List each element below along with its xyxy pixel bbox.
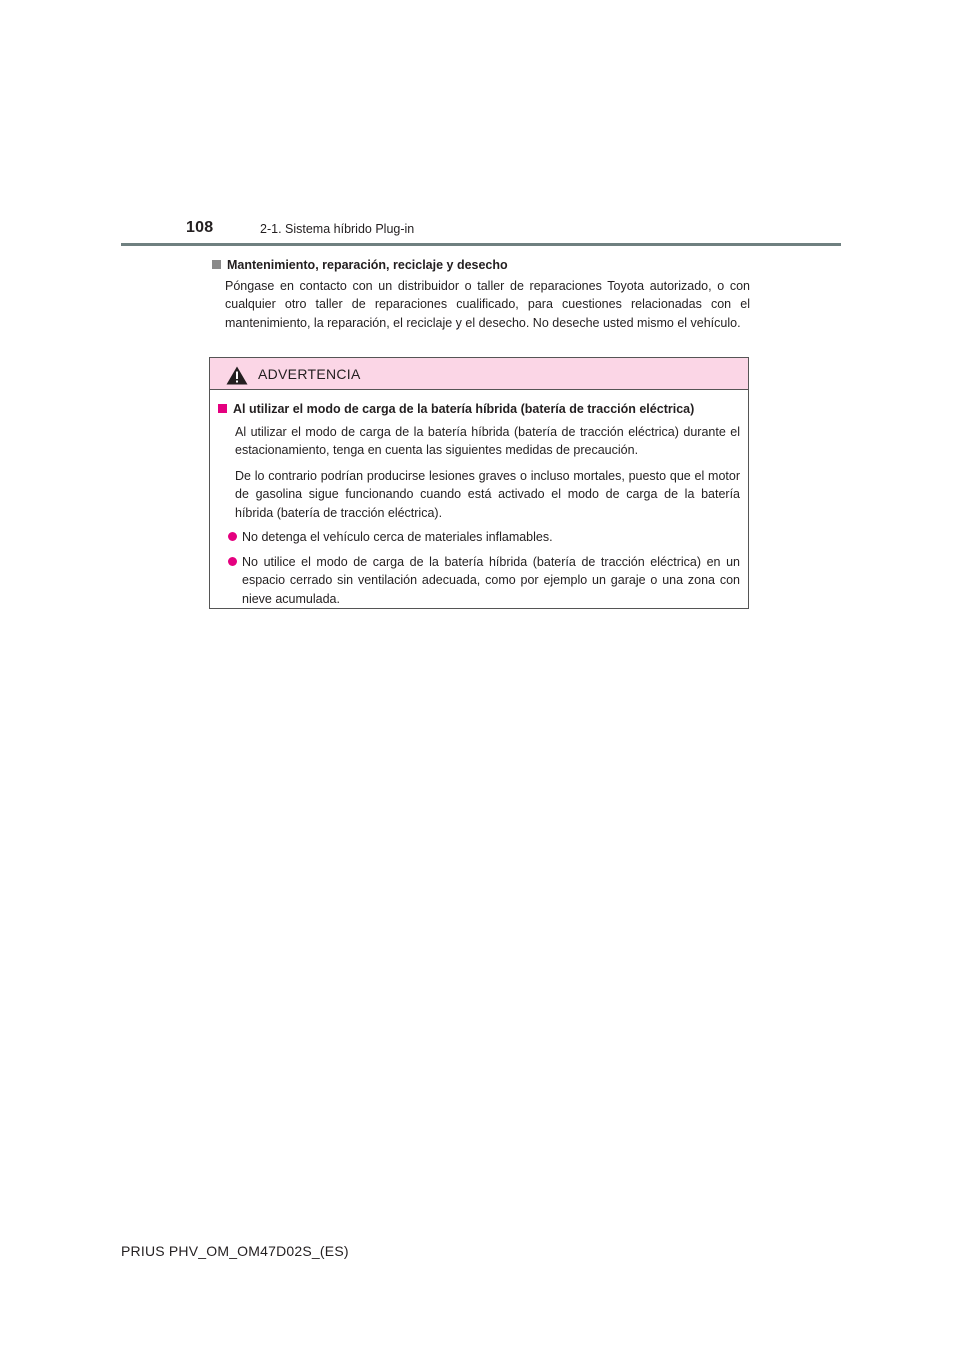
warning-header (210, 358, 748, 390)
warning-triangle-icon (226, 366, 248, 385)
list-item (224, 528, 740, 547)
bullet-text: No detenga el vehículo cerca de materiales inflamables. (242, 530, 553, 544)
section-title: 2-1. Sistema híbrido Plug-in (260, 222, 415, 236)
square-bullet-icon (212, 260, 221, 269)
page-number: 108 (186, 219, 214, 236)
warning-subheading-row (216, 400, 740, 419)
warning-paragraph-2: De lo contrario podrían producirse lesiones graves o incluso mortales, puesto que el motor de gasolina sigue funcionando cuando está activado el modo de carga de la batería híbrida (batería de tracción eléctrica). (235, 468, 740, 520)
subheading-row (210, 256, 750, 275)
body-section (210, 256, 750, 332)
round-bullet-icon (228, 532, 237, 541)
warning-body (210, 390, 748, 608)
round-bullet-icon (228, 557, 237, 566)
warning-title: ADVERTENCIA (258, 365, 361, 382)
body-paragraph: Póngase en contacto con un distribuidor o taller de reparaciones Toyota autorizado, o con cualquier otro taller de reparaciones cualificado, para cuestiones relacionadas con el mantenimiento, la reparación, el reciclaje y el desecho. No deseche usted mismo el vehículo. (225, 278, 750, 330)
list-item (224, 553, 740, 609)
square-bullet-icon (218, 404, 227, 413)
subheading: Mantenimiento, reparación, reciclaje y desecho (227, 258, 508, 272)
document-code: PRIUS PHV_OM_OM47D02S_(ES) (121, 1243, 349, 1259)
bullet-text: No utilice el modo de carga de la batería híbrida (batería de tracción eléctrica) en un espacio cerrado sin ventilación adecuada, como por ejemplo un garaje o una zona con nieve acumulada. (242, 554, 740, 606)
warning-subheading: Al utilizar el modo de carga de la batería híbrida (batería de tracción eléctrica) (233, 402, 695, 416)
header-rule (121, 243, 841, 246)
warning-paragraph-1: Al utilizar el modo de carga de la batería híbrida (batería de tracción eléctrica) durante el estacionamiento, tenga en cuenta las siguientes medidas de precaución. (235, 424, 740, 457)
warning-box (209, 357, 749, 609)
